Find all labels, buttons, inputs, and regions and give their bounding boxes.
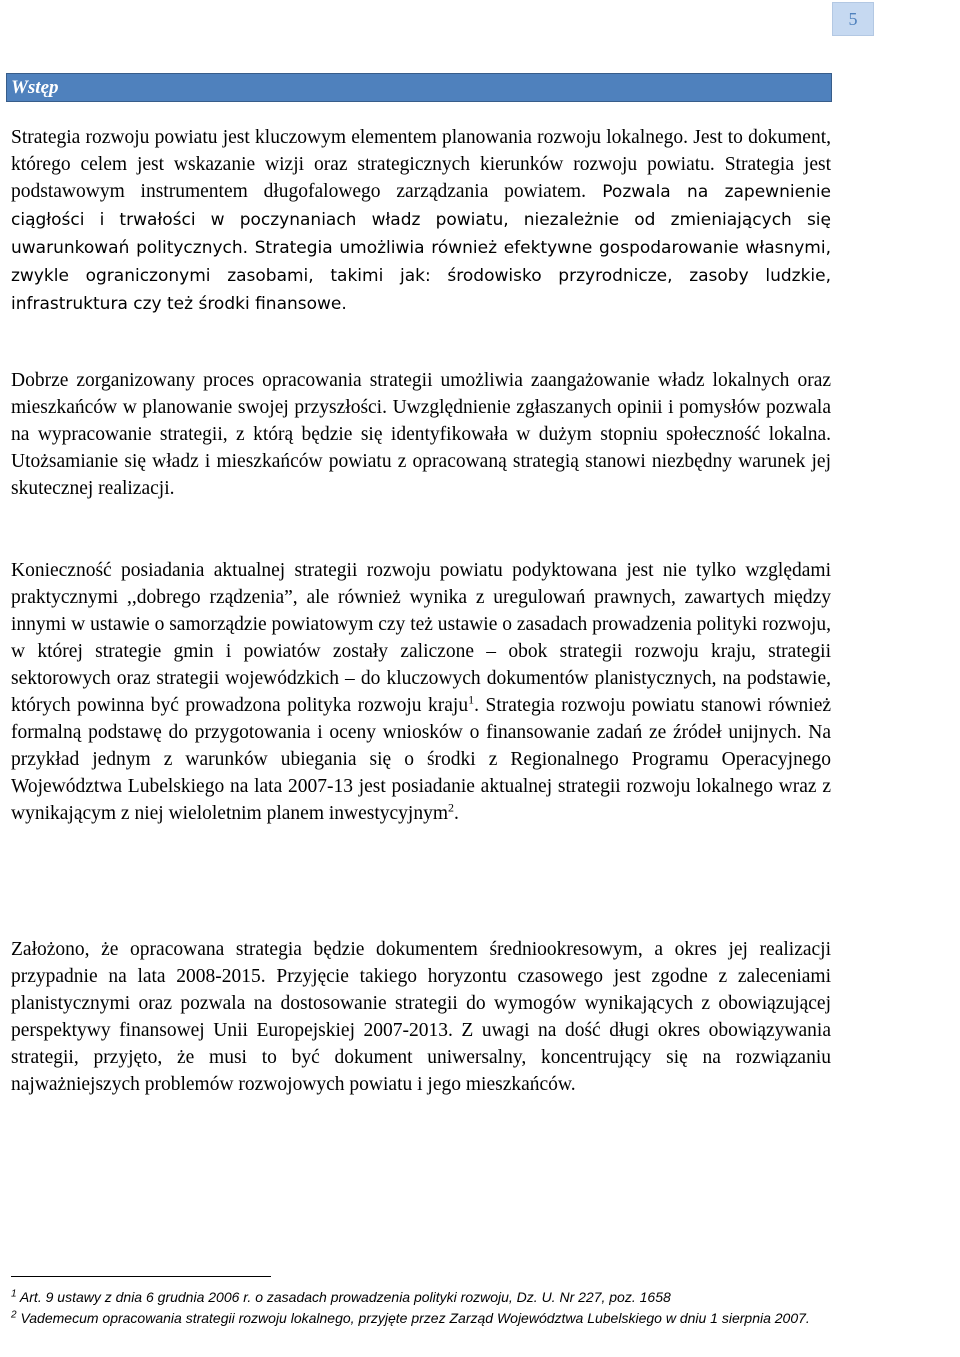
- paragraph-3: [11, 557, 831, 827]
- paragraph-3-part-b: . Strategia rozwoju powiatu stanowi również formalną podstawę do przygotowania i oceny wniosków o finansowanie zadań ze źródeł unijnych. Na przykład jednym z warunków ubiegania się o środki z Regionalnego Programu Operacyjnego Województwa Lubelskiego na lata 2007-13 jest posiadanie aktualnej strategii rozwoju lokalnego wraz z wynikającym z niej wieloletnim planem inwestycyjnym: [11, 695, 831, 824]
- section-heading: Wstęp: [6, 73, 832, 102]
- footnote-mark-2: 2: [11, 1309, 17, 1321]
- paragraph-3-part-a: Konieczność posiadania aktualnej strategii rozwoju powiatu podyktowana jest nie tylko względami praktycznymi ,,dobrego rządzenia”, ale również wynika z uregulowań prawnych, zawartych między innymi w ustawie o samorządzie powiatowym czy też ustawie o zasadach prowadzenia polityki rozwoju, w której strategie gmin i powiatów zostały zaliczone – obok strategii rozwoju kraju, strategii sektorowych oraz strategii wojewódzkich – do kluczowych dokumentów planistycznych, na podstawie, których powinna być prowadzona polityka rozwoju kraju: [11, 560, 831, 716]
- paragraph-4: Założono, że opracowana strategia będzie dokumentem średniookresowym, a okres jej realizacji przypadnie na lata 2008-2015. Przyjęcie takiego horyzontu czasowego jest zgodne z zaleceniami planistycznymi oraz pozwala na dostosowanie strategii do wymogów wynikających z obowiązującej perspektywy finansowej Unii Europejskiej 2007-2013. Z uwagi na dość długi okres obowiązywania strategii, przyjęto, że musi to być dokument uniwersalny, koncentrujący się na rozwiązaniu najważniejszych problemów rozwojowych powiatu i jego mieszkańców.: [11, 939, 831, 1095]
- footnote-2: [11, 1308, 811, 1329]
- paragraph-3-part-c: .: [454, 803, 459, 824]
- page-number: 5: [832, 2, 874, 36]
- footnote-separator: [11, 1276, 271, 1277]
- footnote-text-2: Vademecum opracowania strategii rozwoju lokalnego, przyjęte przez Zarząd Województwa Lubelskiego w dniu 1 sierpnia 2007.: [16, 1310, 810, 1326]
- footnote-text-1: Art. 9 ustawy z dnia 6 grudnia 2006 r. o zasadach prowadzenia polityki rozwoju, Dz. U. Nr 227, poz. 1658: [16, 1289, 671, 1305]
- footnote-mark-1: 1: [11, 1288, 17, 1300]
- paragraph-1-part-b: Pozwala na zapewnienie ciągłości i trwałości w poczynaniach władz powiatu, niezależnie od zmieniających się uwarunkowań politycznych. Strategia umożliwia również efektywne gospodarowanie własnymi, zwykle ograniczonymi zasobami, takimi jak: środowisko przyrodnicze, zasoby ludzkie, infrastruktura czy też środki finansowe.: [11, 182, 831, 314]
- footnotes: [11, 1287, 811, 1329]
- paragraph-1: [11, 124, 831, 318]
- footnote-1: [11, 1287, 811, 1308]
- footnote-ref-1[interactable]: 1: [468, 692, 475, 707]
- paragraph-1-part-a: Strategia rozwoju powiatu jest kluczowym elementem planowania rozwoju lokalnego. Jest to dokument, którego celem jest wskazanie wizji oraz strategicznych kierunków rozwoju powiatu. Strategia jest podstawowym instrumentem długofalowego zarządzania powiatem.: [11, 127, 831, 202]
- paragraph-2: Dobrze zorganizowany proces opracowania strategii umożliwia zaangażowanie władz lokalnych oraz mieszkańców w planowanie swojej przyszłości. Uwzględnienie zgłaszanych opinii i pomysłów pozwala na wypracowanie strategii, z którą będzie się identyfikowała w dużym stopniu społeczność lokalna. Utożsamianie się władz i mieszkańców powiatu z opracowaną strategią stanowi niezbędny warunek jej skutecznej realizacji.: [11, 370, 831, 499]
- footnote-ref-2[interactable]: 2: [448, 800, 455, 815]
